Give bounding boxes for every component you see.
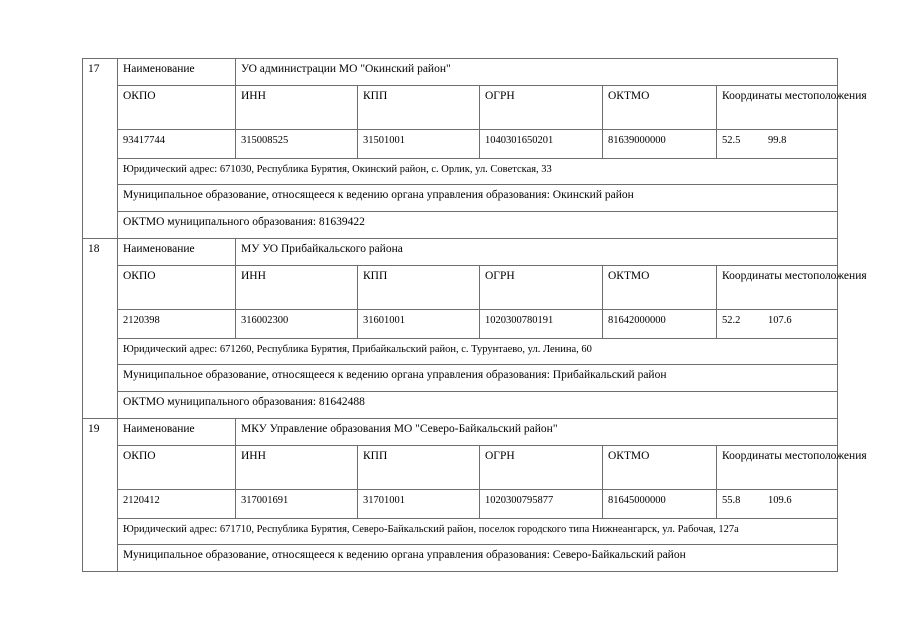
organization-name: МУ УО Прибайкальского района [236,239,838,266]
name-label: Наименование [118,419,236,446]
kpp-value: 31701001 [358,490,480,519]
address-row [83,159,838,185]
oktmo-value: 81645000000 [603,490,717,519]
kpp-header: КПП [358,266,480,310]
entry-number: 17 [83,59,118,239]
address-row [83,519,838,545]
municipality-oktmo: ОКТМО муниципального образования: 81642488 [118,392,838,419]
kpp-header: КПП [358,86,480,130]
kpp-value: 31601001 [358,310,480,339]
coordinates-value [717,310,838,339]
oktmo-value: 81639000000 [603,130,717,159]
legal-address: Юридический адрес: 671030, Республика Бурятия, Окинский район, с. Орлик, ул. Советская, 33 [118,159,838,185]
codes-header-row [83,266,838,310]
entry-number: 19 [83,419,118,572]
municipality-oktmo: ОКТМО муниципального образования: 81639422 [118,212,838,239]
inn-header: ИНН [236,266,358,310]
inn-value: 315008525 [236,130,358,159]
entry-number: 18 [83,239,118,419]
longitude-value: 99.8 [768,135,787,146]
oktmo-header: ОКТМО [603,266,717,310]
kpp-value: 31501001 [358,130,480,159]
coordinates-value [717,130,838,159]
inn-value: 317001691 [236,490,358,519]
ogrn-header: ОГРН [480,86,603,130]
okpo-value: 93417744 [118,130,236,159]
okpo-value: 2120412 [118,490,236,519]
coordinates-value [717,490,838,519]
oktmo-value: 81642000000 [603,310,717,339]
okpo-header: ОКПО [118,86,236,130]
inn-header: ИНН [236,86,358,130]
latitude-value: 55.8 [722,495,741,506]
municipality-row [83,185,838,212]
ogrn-value: 1020300780191 [480,310,603,339]
ogrn-value: 1020300795877 [480,490,603,519]
legal-address: Юридический адрес: 671710, Республика Бурятия, Северо-Байкальский район, поселок городского типа Нижнеангарск, ул. Рабочая, 127а [118,519,838,545]
codes-values-row [83,130,838,159]
municipality-text: Муниципальное образование, относящееся к ведению органа управления образования: Прибайкальский район [118,365,838,392]
ogrn-header: ОГРН [480,446,603,490]
municipality-row [83,365,838,392]
municipality-text: Муниципальное образование, относящееся к ведению органа управления образования: Окинский район [118,185,838,212]
municipality-oktmo-row [83,212,838,239]
oktmo-header: ОКТМО [603,86,717,130]
organization-name: УО администрации МО "Окинский район" [236,59,838,86]
kpp-header: КПП [358,446,480,490]
name-label: Наименование [118,239,236,266]
registry-table [82,58,867,572]
codes-values-row [83,490,838,519]
entry-name-row [83,239,838,266]
longitude-value: 109.6 [768,495,792,506]
name-label: Наименование [118,59,236,86]
municipality-text: Муниципальное образование, относящееся к ведению органа управления образования: Северо-Байкальский район [118,545,838,572]
ogrn-header: ОГРН [480,266,603,310]
address-row [83,339,838,365]
longitude-value: 107.6 [768,315,792,326]
latitude-value: 52.2 [722,315,741,326]
codes-header-row [83,86,838,130]
entry-name-row [83,419,838,446]
municipality-row [83,545,838,572]
oktmo-header: ОКТМО [603,446,717,490]
inn-value: 316002300 [236,310,358,339]
inn-header: ИНН [236,446,358,490]
okpo-value: 2120398 [118,310,236,339]
codes-header-row [83,446,838,490]
coordinates-header: Координаты местоположения [717,266,838,310]
registry-document [82,58,867,572]
codes-values-row [83,310,838,339]
okpo-header: ОКПО [118,446,236,490]
coordinates-header: Координаты местоположения [717,446,838,490]
okpo-header: ОКПО [118,266,236,310]
ogrn-value: 1040301650201 [480,130,603,159]
latitude-value: 52.5 [722,135,741,146]
coordinates-header: Координаты местоположения [717,86,838,130]
organization-name: МКУ Управление образования МО "Северо-Байкальский район" [236,419,838,446]
municipality-oktmo-row [83,392,838,419]
legal-address: Юридический адрес: 671260, Республика Бурятия, Прибайкальский район, с. Турунтаево, ул. Ленина, 60 [118,339,838,365]
entry-name-row [83,59,838,86]
